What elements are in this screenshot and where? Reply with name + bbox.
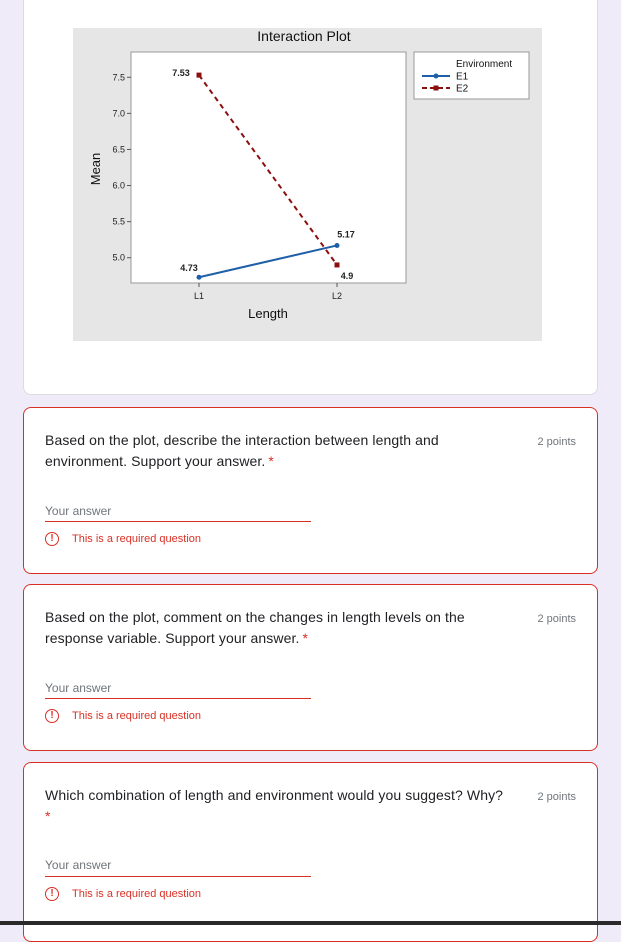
y-tick-label: 6.5 [112, 144, 125, 155]
legend-label-e2: E2 [456, 83, 469, 95]
required-asterisk: * [268, 453, 274, 469]
y-tick-label: 5.0 [112, 252, 125, 263]
question-card-2 [23, 584, 598, 751]
chart-title: Interaction Plot [257, 28, 351, 44]
question-card-3 [23, 762, 598, 942]
legend-marker [434, 74, 439, 79]
error-circle-icon: ! [45, 532, 59, 546]
error-message-3 [45, 885, 201, 903]
error-circle-icon: ! [45, 887, 59, 901]
error-text-2: This is a required question [72, 710, 202, 722]
answer-input-2[interactable] [45, 677, 311, 699]
question-text-2: Based on the plot, comment on the changes in length levels on the response variable. Support your answer. * [45, 609, 465, 646]
answer-underline-1 [45, 521, 311, 522]
bottom-bar [0, 921, 621, 925]
answer-underline-3 [45, 876, 311, 877]
points-label-3: 2 points [537, 791, 576, 803]
error-circle-icon: ! [45, 709, 59, 723]
x-tick-label: L2 [331, 291, 343, 301]
data-label: 4.73 [180, 263, 198, 274]
data-label: 4.9 [340, 270, 354, 281]
y-tick-label: 6.0 [112, 180, 125, 191]
data-label: 5.17 [337, 229, 355, 240]
y-axis-label: Mean [88, 152, 103, 186]
answer-underline-2 [45, 698, 311, 699]
y-tick-label: 7.0 [112, 108, 125, 119]
interaction-plot [73, 28, 542, 341]
data-point-e1 [335, 243, 340, 248]
image-card [23, 0, 598, 395]
question-text-1: Based on the plot, describe the interaction between length and environment. Support your answer. * [45, 432, 439, 469]
answer-input-1[interactable] [45, 500, 311, 522]
points-label-1: 2 points [537, 436, 576, 448]
legend-marker [434, 86, 439, 91]
y-tick-label: 5.5 [112, 216, 125, 227]
question-text-3: Which combination of length and environment would you suggest? Why? * [45, 787, 504, 824]
question-card-1 [23, 407, 598, 574]
legend-title: Environment [456, 59, 513, 70]
interaction-plot-svg [73, 28, 542, 341]
x-tick-label: L1 [193, 291, 205, 301]
error-message-1 [45, 530, 201, 548]
legend-label-e1: E1 [456, 71, 469, 83]
answer-input-3[interactable] [45, 854, 311, 876]
error-text-1: This is a required question [72, 533, 202, 545]
y-tick-label: 7.5 [112, 72, 125, 83]
error-text-3: This is a required question [72, 888, 202, 900]
x-axis-label: Length [248, 306, 288, 321]
points-label-2: 2 points [537, 613, 576, 625]
required-asterisk: * [302, 630, 309, 646]
required-asterisk: * [45, 808, 51, 824]
data-point-e2 [197, 73, 202, 78]
data-point-e2 [335, 262, 340, 267]
data-label: 7.53 [172, 68, 190, 79]
data-point-e1 [197, 275, 202, 280]
error-message-2 [45, 707, 201, 725]
plot-area [131, 52, 406, 283]
